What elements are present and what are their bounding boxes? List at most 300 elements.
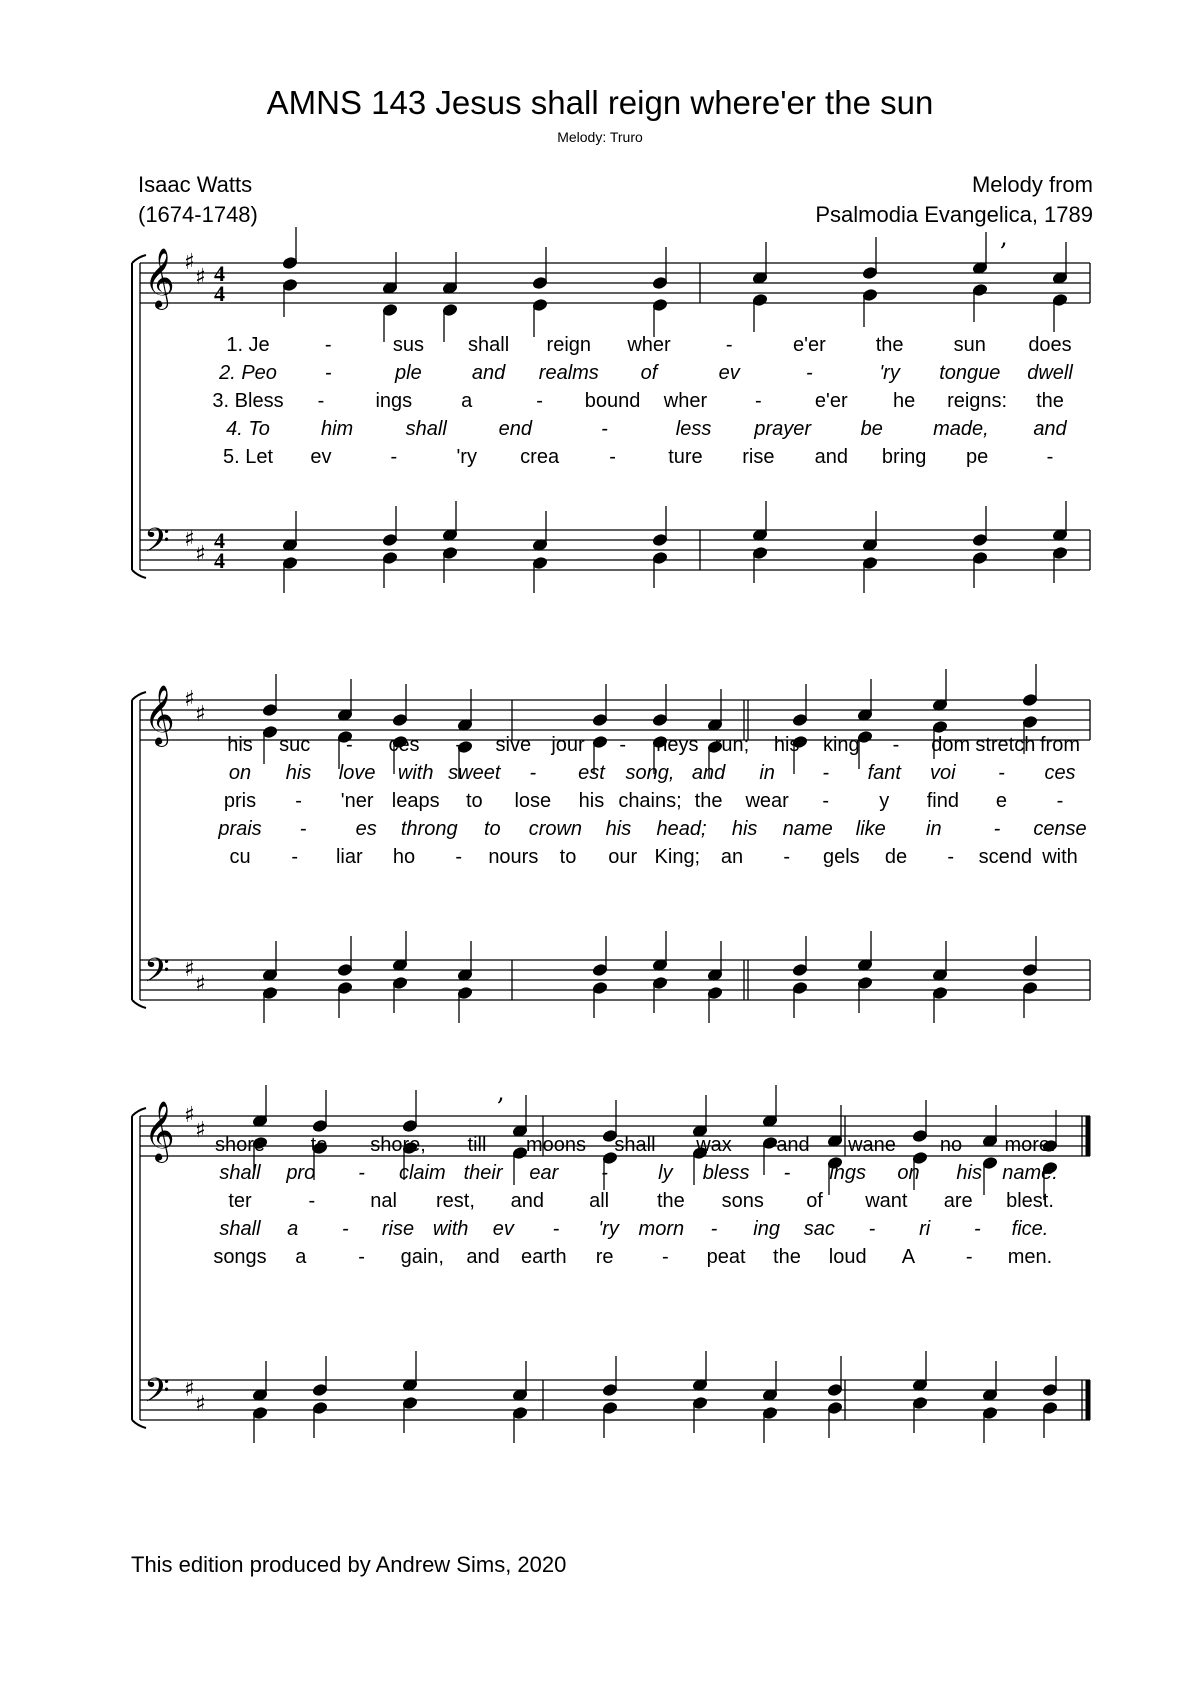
lyric-syllable: - [601, 1162, 608, 1184]
lyric-syllable: - [324, 362, 332, 384]
lyric-syllable: sive [495, 734, 532, 756]
lyric-syllable: lose [514, 790, 552, 812]
note [512, 1361, 527, 1402]
lyric-syllable: and [814, 446, 848, 468]
lyric-syllable: to [310, 1134, 328, 1156]
lyric-syllable: - [806, 362, 813, 384]
lyric-syllable: - [822, 790, 830, 812]
lyric-syllable: ces [388, 734, 420, 756]
lyric-syllable: chains; [618, 790, 682, 812]
lyric-syllable: sweet [448, 762, 501, 784]
lyric-syllable: ple [395, 362, 422, 384]
lyric-syllable: - [324, 334, 332, 356]
lyric-syllable: wher [663, 390, 708, 412]
lyric-syllable: 1. Je [226, 334, 270, 356]
bass-clef-icon: 𝄢 [144, 952, 170, 998]
melody-name: Melody: Truro [557, 129, 643, 145]
note [262, 986, 277, 1023]
lyric-syllable: from [1040, 734, 1080, 756]
sharp-icon: ♯ [195, 542, 206, 567]
note [312, 1090, 327, 1133]
note [652, 976, 667, 1013]
lyric-syllable: peat [706, 1246, 746, 1268]
lyric-syllable: ings [375, 390, 413, 412]
lyric-syllable: 2. Peo [219, 362, 277, 384]
note [262, 941, 277, 982]
lyric-syllable: a [287, 1218, 299, 1240]
note [1022, 936, 1037, 977]
bass-clef-icon: 𝄢 [144, 1372, 170, 1418]
note [532, 298, 547, 337]
lyric-syllable: - [609, 446, 616, 468]
lyric-syllable: wane [848, 1134, 896, 1156]
note [912, 1351, 927, 1392]
lyric-syllable: his [578, 790, 605, 812]
lyric-syllable: shall [219, 1218, 261, 1240]
lyric-syllable: ces [1044, 762, 1076, 784]
lyric-syllable: bound [584, 390, 641, 412]
note [972, 232, 987, 275]
lyric-syllable: - [755, 390, 762, 412]
lyric-syllable: 5. Let [222, 446, 274, 468]
lyric-syllable: run; [714, 734, 750, 756]
note [592, 684, 607, 727]
lyric-syllable: sus [392, 334, 424, 356]
lyric-syllable: nal [370, 1190, 397, 1212]
note [402, 1090, 417, 1133]
lyric-syllable: dom [931, 734, 971, 756]
lyric-syllable: all [589, 1190, 610, 1212]
note [652, 506, 667, 547]
note [752, 546, 767, 583]
treble-clef-icon: 𝄞 [144, 248, 175, 308]
note [252, 1085, 267, 1128]
lyric-syllable: made, [933, 418, 989, 440]
note [392, 684, 407, 727]
lyric-syllable: reign [546, 334, 592, 356]
note [652, 247, 667, 290]
lyric-syllable: - [536, 390, 543, 412]
lyric-syllable: neys [656, 734, 699, 756]
edition-credit: This edition produced by Andrew Sims, 2020 [131, 1552, 567, 1577]
note [932, 941, 947, 982]
note [762, 1361, 777, 1402]
lyric-syllable: - [725, 334, 733, 356]
note [262, 674, 277, 717]
lyric-syllable: to [483, 818, 501, 840]
note [252, 1361, 267, 1402]
note [752, 501, 767, 542]
note [512, 1406, 527, 1443]
lyric-syllable: - [993, 818, 1001, 840]
lyric-syllable: are [943, 1190, 973, 1212]
lyric-syllable: dwell [1027, 362, 1073, 384]
note [457, 986, 472, 1023]
note [1042, 1356, 1057, 1397]
lyric-syllable: prais [218, 818, 262, 840]
lyric-syllable: the [694, 790, 723, 812]
lyric-syllable: crown [528, 818, 583, 840]
note [532, 556, 547, 593]
lyric-syllable: shall [614, 1134, 656, 1156]
lyric-syllable: tongue [939, 362, 1001, 384]
note [282, 511, 297, 552]
lyric-syllable: stretch [975, 734, 1036, 756]
note [692, 1351, 707, 1392]
note [252, 1406, 267, 1443]
note [932, 669, 947, 712]
lyric-syllable: 'ry [879, 362, 900, 384]
treble-clef-icon: 𝄞 [144, 685, 175, 745]
lyric-syllable: fice. [1011, 1218, 1049, 1240]
lyric-syllable: sac [803, 1218, 835, 1240]
lyric-syllable: be [860, 418, 883, 440]
lyric-syllable: - [529, 762, 537, 784]
lyric-syllable: shore, [370, 1134, 426, 1156]
lyric-syllable: on [228, 762, 252, 784]
lyric-syllable: - [783, 846, 790, 868]
note [337, 936, 352, 977]
note [932, 986, 947, 1023]
sharp-icon: ♯ [184, 1103, 195, 1128]
lyric-syllable: and [691, 762, 726, 784]
lyric-syllable: ing [753, 1218, 781, 1240]
lyric-syllable: pe [965, 446, 989, 468]
lyric-syllable: fant [867, 762, 901, 784]
note [282, 556, 297, 593]
note [457, 941, 472, 982]
lyric-syllable: the [657, 1190, 685, 1212]
note [1052, 546, 1067, 583]
lyric-syllable: ev [718, 362, 740, 384]
lyric-syllable: King; [654, 846, 701, 868]
lyric-syllable: on [897, 1162, 920, 1184]
lyric-syllable: - [341, 1218, 349, 1240]
lyric-syllable: - [358, 1246, 365, 1268]
note [792, 936, 807, 977]
note [652, 684, 667, 727]
note [442, 546, 457, 583]
note [262, 725, 277, 764]
author-name: Isaac Watts [138, 172, 253, 197]
lyric-syllable: and [466, 1246, 500, 1268]
note [442, 501, 457, 542]
composer-line-2: Psalmodia Evangelica, 1789 [815, 202, 1093, 227]
lyric-syllable: sons [721, 1190, 764, 1212]
lyric-syllable: 3. Bless [212, 390, 284, 412]
lyric-syllable: less [675, 418, 712, 440]
note [652, 298, 667, 337]
time-signature-top: 4 [214, 528, 225, 553]
note [692, 1396, 707, 1433]
note [1022, 664, 1037, 707]
lyric-syllable: - [455, 734, 462, 756]
lyric-syllable: his [605, 818, 632, 840]
lyric-syllable: want [865, 1190, 908, 1212]
hymn-title: AMNS 143 Jesus shall reign where'er the sun [266, 84, 934, 121]
lyric-syllable: him [320, 418, 354, 440]
lyric-syllable: song, [625, 762, 675, 784]
lyric-syllable: rise [742, 446, 775, 468]
lyric-syllable: shall [468, 334, 510, 356]
lyric-syllable: rest, [436, 1190, 475, 1212]
lyric-syllable: - [295, 790, 302, 812]
lyric-syllable: est [578, 762, 605, 784]
lyric-syllable: his [731, 818, 758, 840]
lyric-syllable: shore [214, 1134, 266, 1156]
note [392, 976, 407, 1013]
lyric-syllable: voi [930, 762, 956, 784]
lyric-syllable: - [973, 1218, 981, 1240]
lyric-syllable: with [432, 1218, 469, 1240]
sharp-icon: ♯ [184, 1377, 195, 1402]
lyric-syllable: ev [492, 1218, 514, 1240]
note [707, 941, 722, 982]
note [532, 247, 547, 290]
author-dates: (1674-1748) [138, 202, 258, 227]
composer-line-1: Melody from [971, 172, 1093, 197]
note [1052, 501, 1067, 542]
lyric-syllable: 'ry [456, 446, 477, 468]
lyric-syllable: to [465, 790, 483, 812]
lyric-syllable: liar [335, 846, 363, 868]
lyric-syllable: of [806, 1190, 823, 1212]
lyric-syllable: ri [919, 1218, 931, 1240]
lyric-syllable: and [776, 1134, 810, 1156]
lyric-syllable: does [1028, 334, 1072, 356]
note [652, 931, 667, 972]
lyric-syllable: - [601, 418, 608, 440]
lyric-syllable: ter [228, 1190, 252, 1212]
note [982, 1156, 997, 1195]
note [1052, 293, 1067, 332]
lyric-syllable: leaps [391, 790, 440, 812]
lyric-syllable: ev [310, 446, 332, 468]
sharp-icon: ♯ [184, 527, 195, 552]
lyric-syllable: and [471, 362, 506, 384]
lyric-syllable: reigns: [947, 390, 1008, 412]
lyric-syllable: blest. [1006, 1190, 1054, 1212]
note [532, 511, 547, 552]
lyric-syllable: his [773, 734, 800, 756]
lyric-syllable: - [345, 734, 353, 756]
sharp-icon: ♯ [195, 702, 206, 727]
lyric-syllable: de [884, 846, 908, 868]
lyric-syllable: scend [978, 846, 1033, 868]
lyric-syllable: our [608, 846, 638, 868]
lyric-syllable: - [998, 762, 1005, 784]
note [912, 1100, 927, 1143]
note [862, 288, 877, 327]
lyric-syllable: the [875, 334, 904, 356]
note [282, 227, 297, 270]
lyric-syllable: - [947, 846, 954, 868]
lyric-syllable: in [759, 762, 775, 784]
lyric-syllable: - [390, 446, 398, 468]
note [592, 936, 607, 977]
lyric-syllable: es [355, 818, 377, 840]
lyric-syllable: re [595, 1246, 614, 1268]
note [862, 237, 877, 280]
sharp-icon: ♯ [184, 687, 195, 712]
lyric-syllable: cu [229, 846, 251, 868]
breath-mark-icon: , [497, 1078, 505, 1106]
lyric-syllable: e [995, 790, 1007, 812]
lyric-syllable: the [773, 1246, 801, 1268]
lyric-syllable: - [965, 1246, 973, 1268]
lyric-syllable: sun [953, 334, 986, 356]
sharp-icon: ♯ [195, 265, 206, 290]
treble-clef-icon: 𝄞 [144, 1101, 175, 1161]
bracket-hook [132, 1000, 146, 1008]
sharp-icon: ♯ [195, 1118, 206, 1143]
lyric-syllable: crea [520, 446, 560, 468]
sharp-icon: ♯ [184, 957, 195, 982]
note [282, 278, 297, 317]
note [382, 506, 397, 547]
note [912, 1396, 927, 1433]
note [392, 931, 407, 972]
lyric-syllable: A [901, 1246, 916, 1268]
lyric-syllable: - [317, 390, 325, 412]
note [402, 1351, 417, 1392]
lyric-syllable: prayer [754, 418, 812, 440]
lyric-syllable: name [782, 818, 833, 840]
note [602, 1356, 617, 1397]
note [972, 506, 987, 547]
lyric-syllable: no [939, 1134, 963, 1156]
time-signature-bottom: 4 [214, 548, 225, 573]
note [982, 1406, 997, 1443]
sharp-icon: ♯ [195, 972, 206, 997]
lyric-syllable: bless [702, 1162, 750, 1184]
lyric-syllable: e'er [793, 334, 826, 356]
lyric-syllable: - [710, 1218, 718, 1240]
lyric-syllable: of [640, 362, 658, 384]
lyric-syllable: earth [521, 1246, 567, 1268]
lyric-syllable: ear [529, 1162, 559, 1184]
lyric-syllable: his [956, 1162, 983, 1184]
lyric-syllable: gain, [400, 1246, 444, 1268]
lyric-syllable: - [291, 846, 298, 868]
lyric-syllable: more. [1004, 1134, 1056, 1156]
lyric-syllable: - [619, 734, 626, 756]
note [762, 1406, 777, 1443]
lyric-syllable: nours [488, 846, 539, 868]
lyric-syllable: pro [286, 1162, 316, 1184]
lyric-syllable: 'ry [598, 1218, 619, 1240]
lyric-syllable: ly [658, 1162, 673, 1184]
time-signature-bottom: 4 [214, 281, 225, 306]
note [857, 976, 872, 1013]
lyric-syllable: men. [1007, 1246, 1053, 1268]
lyric-syllable: 'ner [340, 790, 374, 812]
sharp-icon: ♯ [195, 1392, 206, 1417]
lyric-syllable: rise [381, 1218, 415, 1240]
lyric-syllable: a [295, 1246, 307, 1268]
bass-clef-icon: 𝄢 [144, 522, 170, 568]
bracket-hook [132, 1420, 146, 1428]
lyric-syllable: ho [392, 846, 416, 868]
lyric-syllable: throng [400, 818, 458, 840]
note [862, 511, 877, 552]
lyric-syllable: gels [822, 846, 860, 868]
lyric-syllable: love [338, 762, 376, 784]
note [312, 1356, 327, 1397]
note [827, 1356, 842, 1397]
lyric-syllable: shall [219, 1162, 261, 1184]
lyric-syllable: end [498, 418, 533, 440]
lyric-syllable: their [463, 1162, 503, 1184]
lyric-syllable: - [1046, 446, 1054, 468]
lyric-syllable: - [783, 1162, 791, 1184]
lyric-syllable: shall [405, 418, 447, 440]
lyric-syllable: - [455, 846, 462, 868]
lyric-syllable: - [868, 1218, 876, 1240]
lyric-syllable: king [822, 734, 860, 756]
note [762, 1085, 777, 1128]
lyric-syllable: loud [828, 1246, 867, 1268]
lyric-syllable: the [1036, 390, 1064, 412]
lyric-syllable: e'er [814, 390, 848, 412]
note [792, 684, 807, 727]
lyric-syllable: moons [525, 1134, 587, 1156]
lyric-syllable: - [358, 1162, 365, 1184]
sharp-icon: ♯ [184, 250, 195, 275]
lyric-syllable: jour [551, 734, 585, 756]
lyric-syllable: bring [881, 446, 927, 468]
note [442, 303, 457, 342]
lyric-syllable: till [467, 1134, 487, 1156]
bracket-hook [132, 570, 146, 578]
lyric-syllable: - [308, 1190, 316, 1212]
lyric-syllable: cense [1033, 818, 1087, 840]
note [862, 556, 877, 593]
note [752, 293, 767, 332]
lyric-syllable: an [720, 846, 744, 868]
lyric-syllable: a [461, 390, 473, 412]
lyric-syllable: to [559, 846, 577, 868]
note [982, 1361, 997, 1402]
lyric-syllable: - [822, 762, 830, 784]
lyric-syllable: wear [745, 790, 789, 812]
lyric-syllable: ture [668, 446, 703, 468]
lyric-syllable: in [926, 818, 942, 840]
lyric-syllable: and [1033, 418, 1067, 440]
time-signature-top: 4 [214, 261, 225, 286]
lyric-syllable: with [1042, 846, 1078, 868]
note [707, 986, 722, 1023]
lyric-syllable: name. [1002, 1162, 1058, 1184]
lyric-syllable: he [893, 390, 916, 412]
breath-mark-icon: , [1000, 223, 1008, 251]
lyric-syllable: find [926, 790, 959, 812]
lyric-syllable: like [855, 818, 886, 840]
lyric-syllable: pris [223, 790, 257, 812]
lyric-syllable: wher [627, 334, 671, 356]
lyric-syllable: realms [538, 362, 599, 384]
lyric-syllable: his [285, 762, 312, 784]
lyric-syllable: with [397, 762, 434, 784]
lyric-syllable: - [552, 1218, 560, 1240]
lyric-syllable: wax [696, 1134, 732, 1156]
lyric-syllable: head; [656, 818, 707, 840]
lyric-syllable: y [879, 790, 890, 812]
lyric-syllable: - [1056, 790, 1064, 812]
note [402, 1396, 417, 1433]
lyric-syllable: 4. To [226, 418, 270, 440]
lyric-syllable: suc [279, 734, 311, 756]
